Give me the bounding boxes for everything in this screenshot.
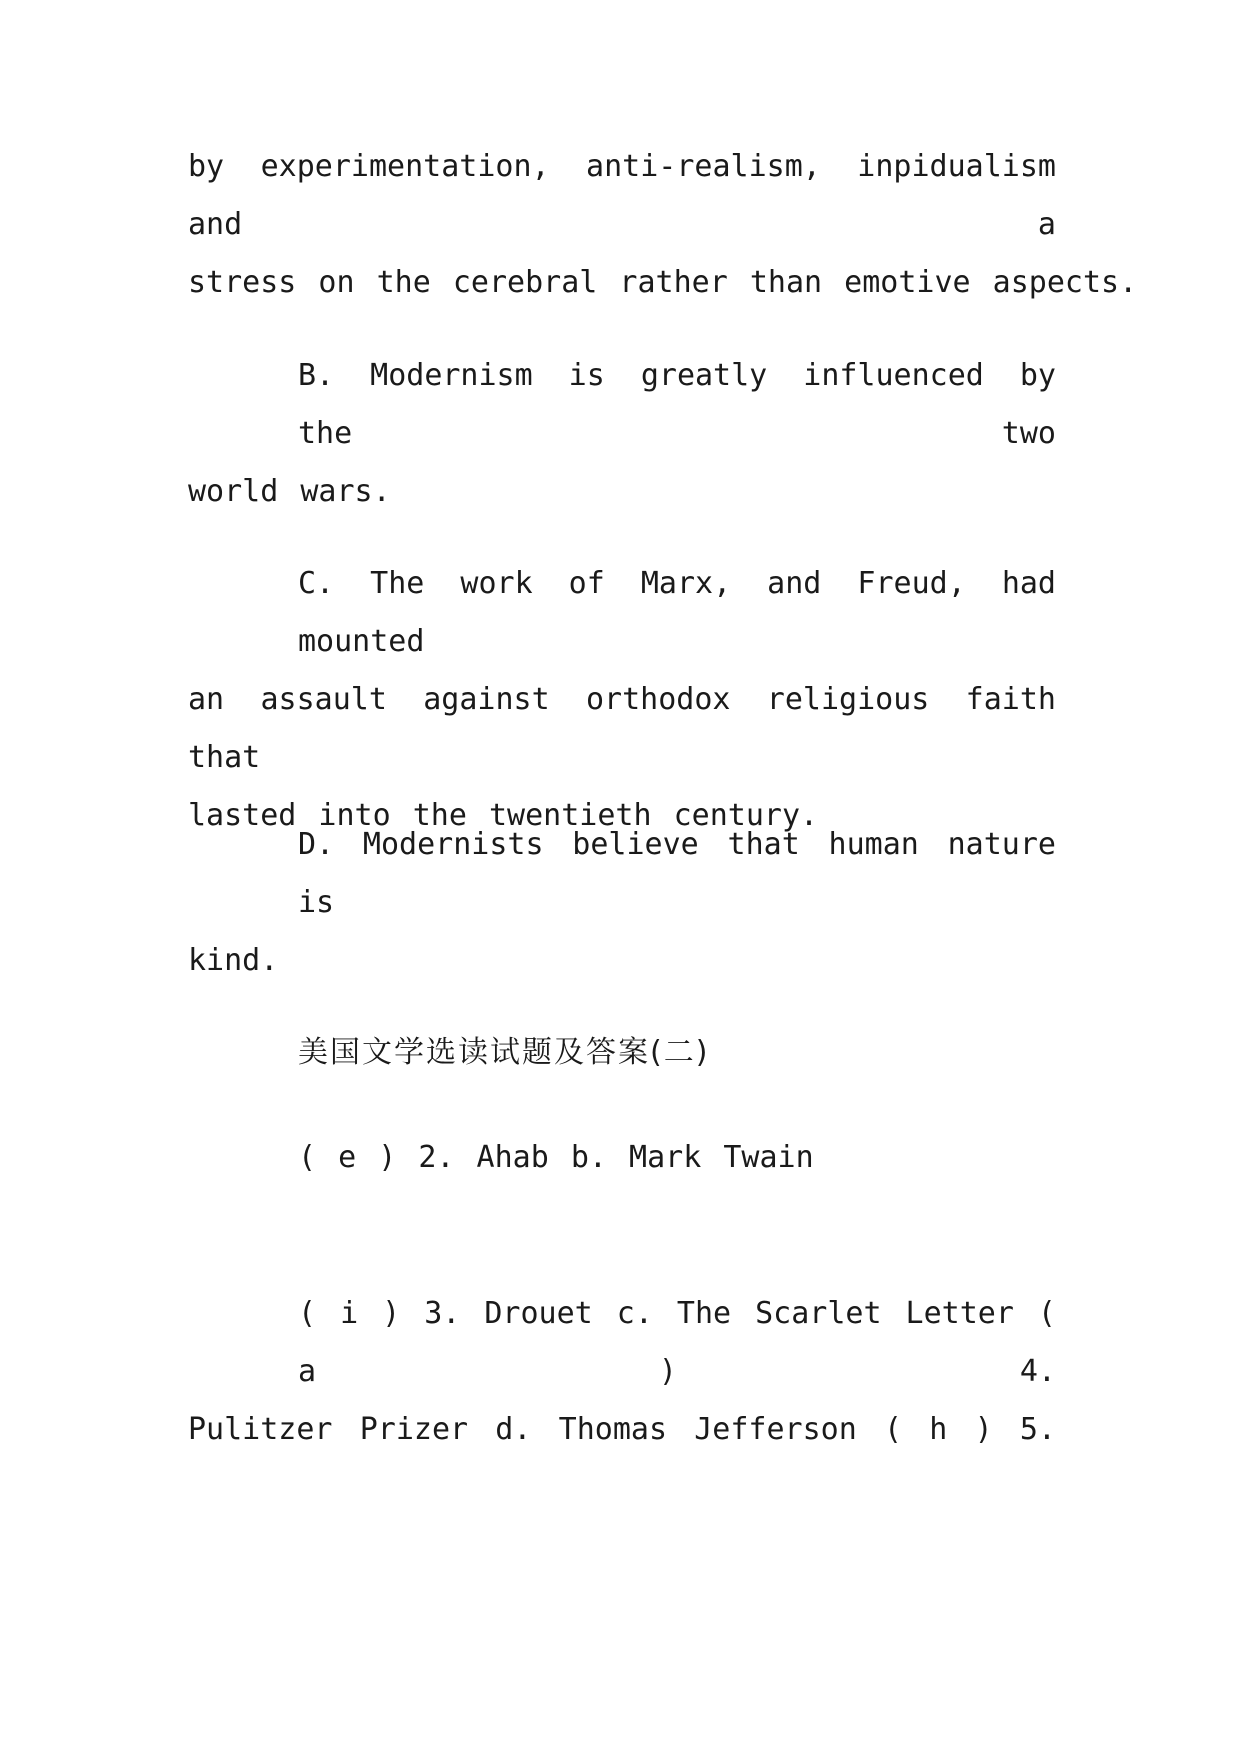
matching-line: Pulitzer Prizer d. Thomas Jefferson ( h ) 5.	[188, 1412, 1056, 1447]
paragraph-line: D. Modernists believe that human nature is	[298, 827, 1056, 920]
section-title-text: 美国文学选读试题及答案(二)	[298, 1035, 710, 1070]
paragraph-line: stress on the cerebral rather than emotive aspects.	[188, 265, 1138, 300]
paragraph-line: B. Modernism is greatly influenced by the two	[298, 358, 1056, 451]
paragraph-option-c	[188, 555, 1056, 845]
paragraph-line: world wars.	[188, 474, 391, 509]
paragraph-line: lasted into the twentieth century.	[188, 798, 819, 833]
matching-line: ( i ) 3. Drouet c. The Scarlet Letter ( a ) 4.	[298, 1296, 1056, 1389]
paragraph-option-b	[188, 347, 1056, 521]
matching-item-2	[188, 1129, 1056, 1187]
paragraph-option-d	[188, 816, 1056, 990]
paragraph-a-continuation	[188, 138, 1138, 312]
paragraph-line: by experimentation, anti-realism, inpidualism and a	[188, 149, 1056, 242]
paragraph-line: kind.	[188, 943, 279, 978]
paragraph-line: C. The work of Marx, and Freud, had mounted	[298, 566, 1056, 659]
matching-items-3-5	[188, 1285, 1056, 1459]
paragraph-line: an assault against orthodox religious faith that	[188, 682, 1056, 775]
matching-line: ( e ) 2. Ahab b. Mark Twain	[298, 1140, 814, 1175]
section-title	[188, 1024, 1056, 1082]
